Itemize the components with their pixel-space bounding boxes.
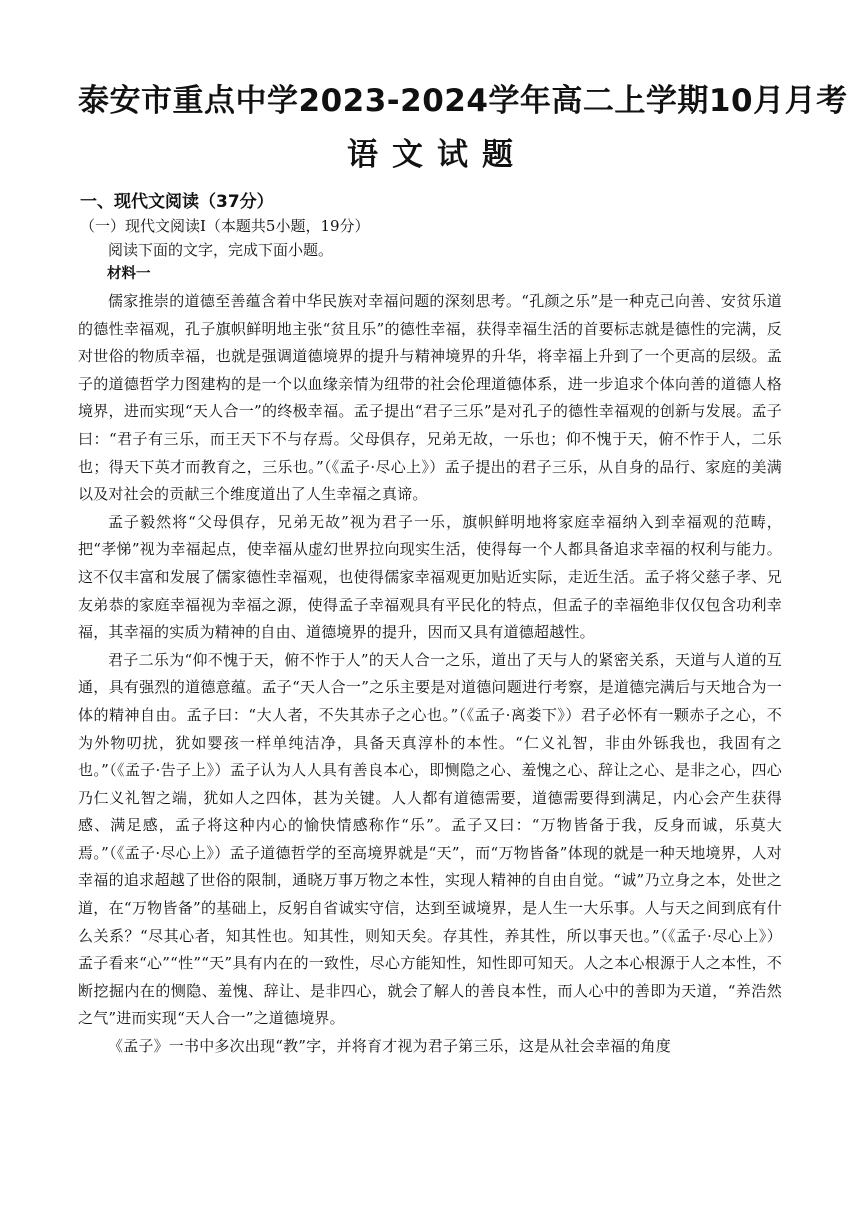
- passage-paragraph-1: 儒家推崇的道德至善蕴含着中华民族对幸福问题的深刻思考。“孔颜之乐”是一种克己向善、安贫乐道的德性幸福观，孔子旗帜鲜明地主张“贫且乐”的德性幸福，获得幸福生活的首要标志就是德性的完满，反对世俗的物质幸福，也就是强调道德境界的提升与精神境界的升华，将幸福上升到了一个更高的层级。孟子的道德哲学力图建构的是一个以血缘亲情为纽带的社会伦理道德体系，进一步追求个体向善的道德人格境界，进而实现“天人合一”的终极幸福。孟子提出“君子三乐”是对孔子的德性幸福观的创新与发展。孟子曰：“君子有三乐，而王天下不与存焉。父母俱存，兄弟无故，一乐也；仰不愧于天，俯不怍于人，二乐也；得天下英才而教育之，三乐也。”（《孟子·尽心上》）孟子提出的君子三乐，从自身的品行、家庭的美满以及对社会的贡献三个维度道出了人生幸福之真谛。: [78, 292, 782, 504]
- reading-instruction: 阅读下面的文字，完成下面小题。: [108, 241, 334, 259]
- passage-paragraph-4: 《孟子》一书中多次出现“教”字，并将育才视为君子第三乐，这是从社会幸福的角度: [108, 1037, 671, 1056]
- section-heading: 一、现代文阅读（37分）: [80, 192, 274, 212]
- passage-paragraph-2: 孟子毅然将“父母俱存，兄弟无故”视为君子一乐，旗帜鲜明地将家庭幸福纳入到幸福观的范畴，把“孝悌”视为幸福起点，使幸福从虚幻世界拉向现实生活，使得每一个人都具备追求幸福的权利与能力。这不仅丰富和发展了儒家德性幸福观，也使得儒家幸福观更加贴近实际，走近生活。孟子将父慈子孝、兄友弟恭的家庭幸福视为幸福之源，使得孟子幸福观具有平民化的特点，但孟子的幸福绝非仅仅包含功利幸福，其幸福的实质为精神的自由、道德境界的提升，因而又具有道德超越性。: [78, 512, 782, 642]
- passage-paragraph-3: 君子二乐为“仰不愧于天，俯不怍于人”的天人合一之乐，道出了天与人的紧密关系，天道与人道的互通，具有强烈的道德意蕴。孟子“天人合一”之乐主要是对道德问题进行考察，是道德完满后与天地合为一体的精神自由。孟子曰：“大人者，不失其赤子之心也。”（《孟子·离娄下》）君子必怀有一颗赤子之心，不为外物叨扰，犹如婴孩一样单纯洁净，具备天真淳朴的本性。“仁义礼智，非由外铄我也，我固有之也。”（《孟子·告子上》）孟子认为人人具有善良本心，即恻隐之心、羞愧之心、辞让之心、是非之心，四心乃仁义礼智之端，犹如人之四体，甚为关键。人人都有道德需要，道德需要得到满足，内心会产生获得感、满足感，孟子将这种内心的愉快情感称作“乐”。孟子又曰：“万物皆备于我，反身而诚，乐莫大焉。”（《孟子·尽心上》）孟子道德哲学的至高境界就是“天”，而“万物皆备”体现的就是一种天地境界，人对幸福的追求超越了世俗的限制，通晓万事万物之本性，实现人精神的自由自觉。“诚”乃立身之本，处世之道，在“万物皆备”的基础上，反躬自省诚实守信，达到至诚境界，是人生一大乐事。人与天之间到底有什么关系？“尽其心者，知其性也。知其性，则知天矣。存其性，养其性，所以事天也。”（《孟子·尽心上》）孟子看来“心”“性”“天”具有内在的一致性，尽心方能知性，知性即可知天。人之本心根源于人之本性，不断挖掘内在的恻隐、羞愧、辞让、是非四心，就会了解人的善良本性，而人心中的善即为天道，“养浩然之气”进而实现“天人合一”之道德境界。: [78, 650, 782, 1028]
- passage-body: [78, 288, 782, 1061]
- exam-title: 泰安市重点中学2023-2024学年高二上学期10月月考: [78, 83, 848, 119]
- material-label: 材料一: [107, 266, 151, 282]
- subsection-heading: （一）现代文阅读Ⅰ（本题共5小题，19分）: [80, 217, 370, 235]
- exam-subtitle: 语文试题: [347, 137, 527, 173]
